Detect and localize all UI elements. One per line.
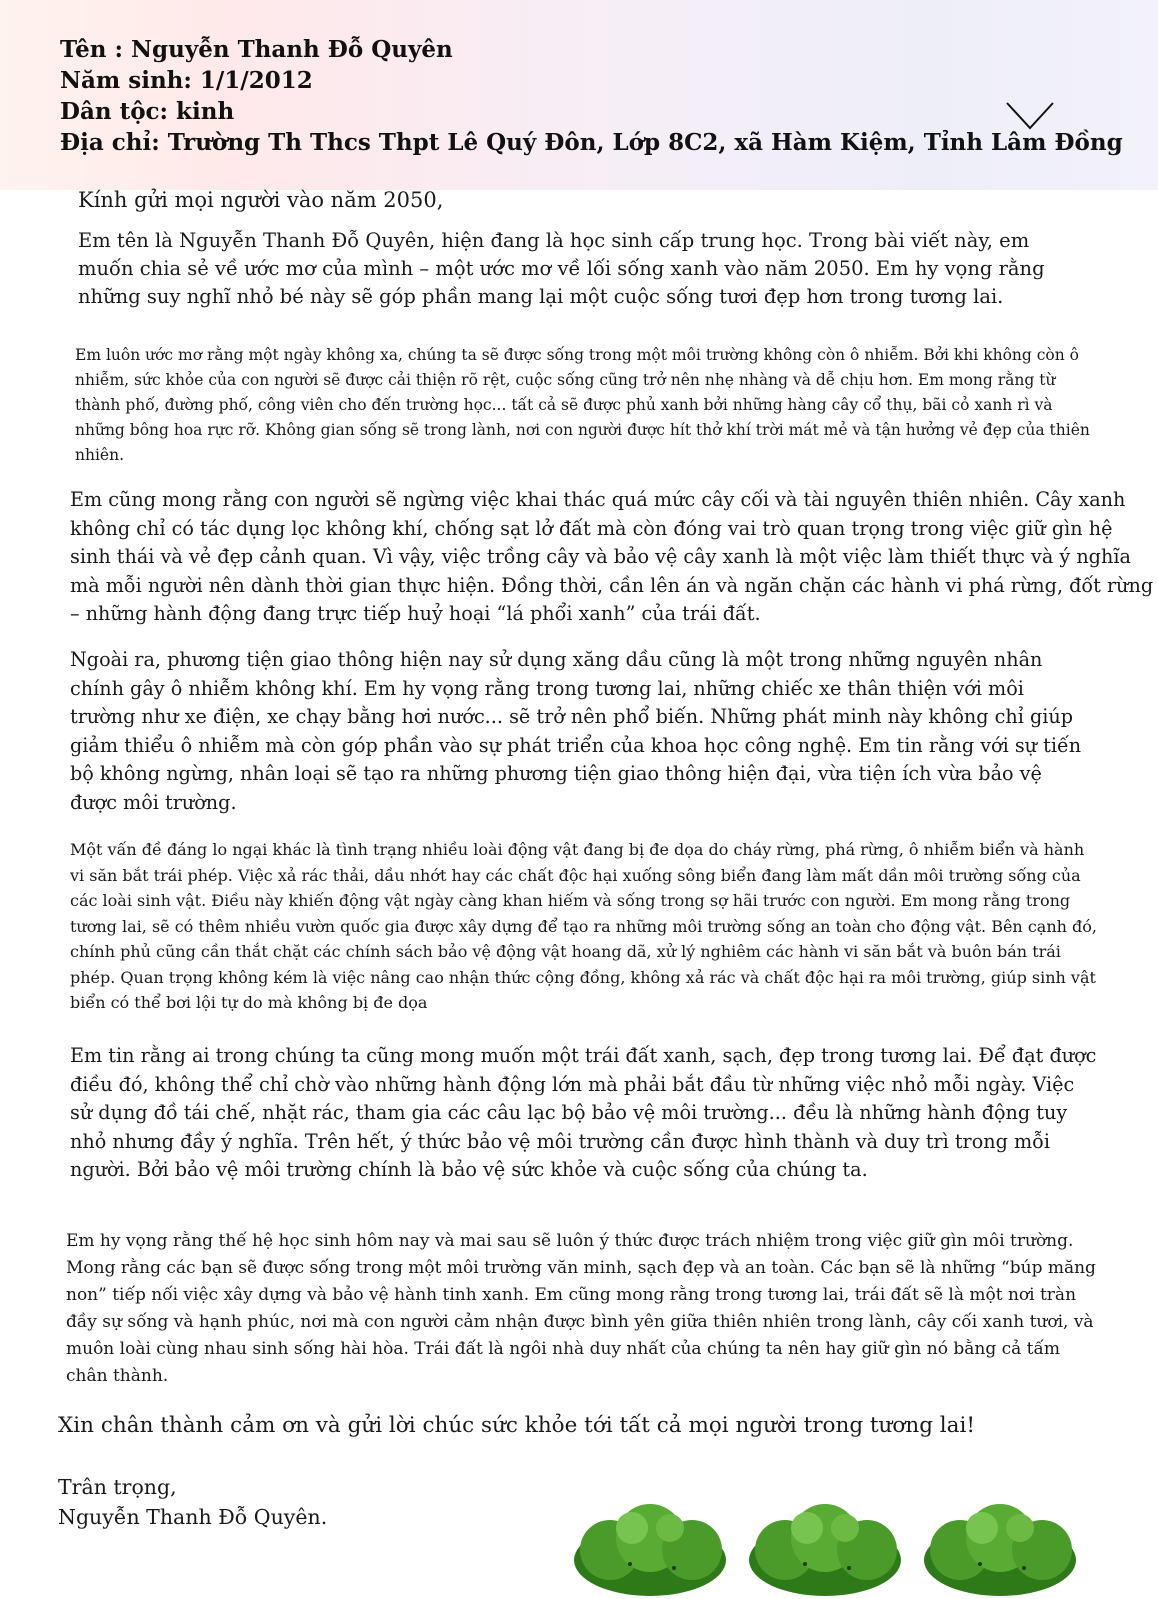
paragraph-green-earth: Em tin rằng ai trong chúng ta cũng mong muốn một trái đất xanh, sạch, đẹp trong tương lai. Để đạt được điều đó, không thể chỉ chờ vào những hành động lớn mà phải bắt đầu từ những việc nhỏ mỗi ngày. Việc sử dụng đồ tái chế, nhặt rác, tham gia các câu lạc bộ bảo vệ môi trường... đều là những hành động tuy nhỏ nhưng đầy ý nghĩa. Trên hết, ý thức bảo vệ môi trường cần được hình thành và duy trì trong mỗi người. Bởi bảo vệ môi trường chính là bảo vệ sức khỏe và cuộc sống của chúng ta. bbox=[70, 1044, 1097, 1181]
paragraph-animals: Một vấn đề đáng lo ngại khác là tình trạng nhiều loài động vật đang bị đe dọa do cháy rừng, phá rừng, ô nhiễm biển và hành vi săn bắt trái phép. Việc xả rác thải, dầu nhớt hay các chất độc hại xuống sông biển đang làm mất dần môi trường sống của các loài sinh vật. Điều này khiến động vật ngày càng khan hiếm và sống trong sợ hãi trước con người. Em mong rằng trong tương lai, sẽ có thêm nhiều vườn quốc gia được xây dựng để tạo ra những môi trường sống an toàn cho động vật. Bên cạnh đó, chính phủ cũng cần thắt chặt các chính sách bảo vệ động vật hoang dã, xử lý nghiêm các hành vi săn bắt và buôn bán trái phép. Quan trọng không kém là việc nâng cao nhận thức cộng đồng, không xả rác và chất độc hại ra môi trường, giúp sinh vật biển có thể bơi lội tự do mà không bị đe dọa bbox=[70, 840, 1097, 1012]
paragraph-pollution: Em luôn ước mơ rằng một ngày không xa, chúng ta sẽ được sống trong một môi trường không còn ô nhiễm. Bởi khi không còn ô nhiễm, sức khỏe của con người sẽ được cải thiện rõ rệt, cuộc sống cũng trở nên nhẹ nhàng và dễ chịu hơn. Em mong rằng từ thành phố, đường phố, công viên cho đến trường học... tất cả sẽ được phủ xanh bởi những hàng cây cổ thụ, bãi cỏ xanh rì và những bông hoa rực rỡ. Không gian sống sẽ trong lành, nơi con người được hít thở khí trời mát mẻ và tận hưởng vẻ đẹp của thiên nhiên. bbox=[75, 346, 1090, 464]
green-bush-icon bbox=[570, 1498, 730, 1598]
header-banner bbox=[0, 0, 1158, 190]
regards: Trân trọng, bbox=[58, 1475, 177, 1499]
green-bush-icon bbox=[745, 1498, 905, 1598]
chevron-down-icon[interactable] bbox=[1005, 100, 1055, 132]
green-bush-icon bbox=[920, 1498, 1080, 1598]
address: Địa chỉ: Trường Th Thcs Thpt Lê Quý Đôn, Lớp 8C2, xã Hàm Kiệm, Tỉnh Lâm Đồng bbox=[60, 129, 1123, 156]
signature: Nguyễn Thanh Đỗ Quyên. bbox=[58, 1505, 328, 1529]
closing-line: Xin chân thành cảm ơn và gửi lời chúc sức khỏe tới tất cả mọi người trong tương lai! bbox=[58, 1413, 976, 1438]
paragraph-transport: Ngoài ra, phương tiện giao thông hiện nay sử dụng xăng dầu cũng là một trong những nguyên nhân chính gây ô nhiễm không khí. Em hy vọng rằng trong tương lai, những chiếc xe thân thiện với môi trường như xe điện, xe chạy bằng hơi nước... sẽ trở nên phổ biến. Những phát minh này không chỉ giúp giảm thiểu ô nhiễm mà còn góp phần vào sự phát triển của khoa học công nghệ. Em tin rằng với sự tiến bộ không ngừng, nhân loại sẽ tạo ra những phương tiện giao thông hiện đại, vừa tiện ích vừa bảo vệ được môi trường. bbox=[70, 648, 1082, 814]
greeting: Kính gửi mọi người vào năm 2050, bbox=[78, 188, 444, 212]
birth-date: Năm sinh: 1/1/2012 bbox=[60, 67, 313, 94]
paragraph-trees: Em cũng mong rằng con người sẽ ngừng việc khai thác quá mức cây cối và tài nguyên thiên nhiên. Cây xanh không chỉ có tác dụng lọc không khí, chống sạt lở đất mà còn đóng vai trò quan trọng trong việc giữ gìn hệ sinh thái và vẻ đẹp cảnh quan. Vì vậy, việc trồng cây và bảo vệ cây xanh là một việc làm thiết thực và ý nghĩa mà mỗi người nên dành thời gian thực hiện. Đồng thời, cần lên án và ngăn chặn các hành vi phá rừng, đốt rừng – những hành động đang trực tiếp huỷ hoại “lá phổi xanh” của trái đất. bbox=[70, 488, 1154, 625]
paragraph-intro: Em tên là Nguyễn Thanh Đỗ Quyên, hiện đang là học sinh cấp trung học. Trong bài viết này, em muốn chia sẻ về ước mơ của mình – một ước mơ về lối sống xanh vào năm 2050. Em hy vọng rằng những suy nghĩ nhỏ bé này sẽ góp phần mang lại một cuộc sống tươi đẹp hơn trong tương lai. bbox=[78, 229, 1045, 308]
ethnicity: Dân tộc: kinh bbox=[60, 98, 235, 125]
student-name: Tên : Nguyễn Thanh Đỗ Quyên bbox=[60, 36, 453, 63]
paragraph-next-generation: Em hy vọng rằng thế hệ học sinh hôm nay và mai sau sẽ luôn ý thức được trách nhiệm trong việc giữ gìn môi trường. Mong rằng các bạn sẽ được sống trong một môi trường văn minh, sạch đẹp và an toàn. Các bạn sẽ là những “búp măng non” tiếp nối việc xây dựng và bảo vệ hành tinh xanh. Em cũng mong rằng trong tương lai, trái đất sẽ là một nơi tràn đầy sự sống và hạnh phúc, nơi mà con người cảm nhận được bình yên giữa thiên nhiên trong lành, cây cối xanh tươi, và muôn loài cùng nhau sinh sống hài hòa. Trái đất là ngôi nhà duy nhất của chúng ta nên hay giữ gìn nó bằng cả tấm chân thành. bbox=[66, 1231, 1096, 1386]
